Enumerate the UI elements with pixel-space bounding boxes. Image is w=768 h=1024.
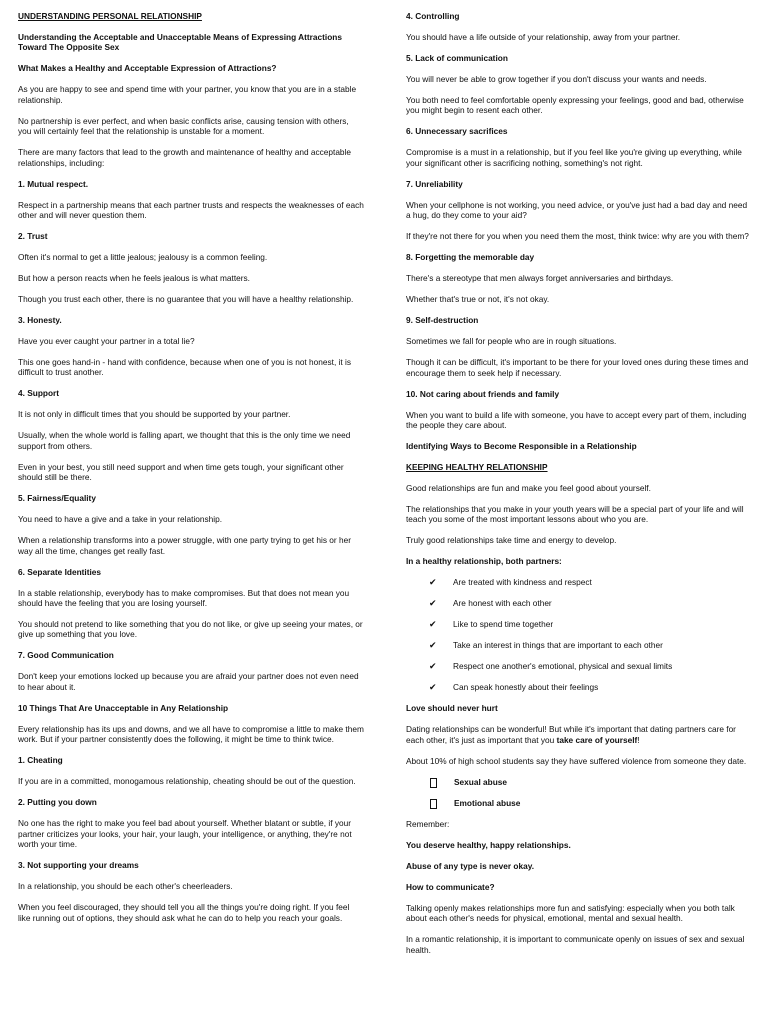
paragraph: Have you ever caught your partner in a total lie? [18,336,195,347]
emphasis-text: take care of yourself [556,734,638,745]
list-item-text: Emotional abuse [454,797,521,808]
list-item [406,598,752,608]
checkmark-icon: ✔ [429,640,437,651]
paragraph: Compromise is a must in a relationship, but if you feel like you're giving up everything, while your significant other is sacrificing nothing, something's not right. [406,147,742,168]
paragraph: When you want to build a life with someone, you have to accept every part of them, including the people they care about. [406,409,747,431]
paragraph: You need to have a give and a take in your relationship. [18,514,223,525]
factor-heading: 5. Fairness/Equality [18,493,96,504]
paragraph: But how a person reacts when he feels jealous is what matters. [18,273,250,284]
paragraph: Remember: [406,818,450,829]
paragraph: Often it's normal to get a little jealous; jealousy is a common feeling. [18,252,268,263]
paragraph-text: ! [637,734,640,745]
paragraph: Don't keep your emotions locked up because you are afraid your partner does not even need to hear about it. [18,671,359,692]
list-item [406,777,752,787]
paragraph: As you are happy to see and spend time with your partner, you know that you are in a stable relationship. [18,84,357,105]
checkmark-icon: ✔ [429,682,437,693]
paragraph: When you feel discouraged, they should tell you all the things you're doing right. If you feel like running out of options, they should ask what he can do to help you reach your goals. [18,902,350,923]
list-item [406,798,752,808]
paragraph: About 10% of high school students say they have suffered violence from someone they date. [406,755,747,766]
paragraph: There are many factors that lead to the growth and maintenance of healthy and acceptable relationships, including: [18,147,352,168]
list-item [406,661,752,671]
emphasis-paragraph: Abuse of any type is never okay. [406,860,535,871]
list-item [406,682,752,692]
paragraph: The relationships that you make in your youth years will be a special part of your life and will teach you some of the most important lessons about who you are. [406,504,744,525]
section-heading: What Makes a Healthy and Acceptable Expression of Attractions? [18,63,277,74]
paragraph: No one has the right to make you feel bad about yourself. Whether blatant or subtle, if your partner criticizes your looks, your hair, your laugh, your intelligence, or anything, they're not worth your time. [18,818,352,850]
paragraph: Sometimes we fall for people who are in rough situations. [406,336,617,347]
document-title: UNDERSTANDING PERSONAL RELATIONSHIP [18,11,202,21]
unacceptable-heading: 7. Unreliability [406,178,463,189]
list-item [406,640,752,650]
emphasis-paragraph: You deserve healthy, happy relationships. [406,839,571,850]
list-heading: In a healthy relationship, both partners: [406,556,562,567]
paragraph: Every relationship has its ups and downs, and we all have to compromise a little to make them work. But if your partner consistently does the following, it might be time to think twice. [18,723,364,745]
paragraph: Talking openly makes relationships more fun and satisfying: especially when you both talk about each other's needs for physical, emotional, mental and sexual health. [406,902,735,924]
section-heading: KEEPING HEALTHY RELATIONSHIP [406,462,548,473]
paragraph: You should have a life outside of your relationship, away from your partner. [406,32,681,42]
factor-heading: 1. Mutual respect. [18,178,89,189]
paragraph: If you are in a committed, monogamous relationship, cheating should be out of the question. [18,776,356,787]
list-item-text: Can speak honestly about their feelings [453,682,599,693]
section-heading: Identifying Ways to Become Responsible in a Relationship [406,441,637,452]
paragraph: In a stable relationship, everybody has to make compromises. But that does not mean you should have the feeling that you are losing yourself. [18,587,350,609]
paragraph [406,724,752,745]
list-item-text: Are honest with each other [453,598,552,609]
paragraph: Usually, when the whole world is falling apart, we thought that this is the only time we need support from others. [18,430,351,451]
list-item-text: Respect one another's emotional, physical and sexual limits [453,661,673,672]
paragraph: When your cellphone is not working, you need advice, or you've just had a bad day and need a hug, do they come to your aid? [406,199,748,221]
paragraph: It is not only in difficult times that you should be supported by your partner. [18,409,291,420]
paragraph: There's a stereotype that men always forget anniversaries and birthdays. [406,273,674,284]
paragraph: When a relationship transforms into a power struggle, with one party trying to get his or her way all the time, changes get really fast. [18,535,351,556]
paragraph: Truly good relationships take time and energy to develop. [406,535,617,546]
box-bullet-icon [430,798,454,808]
paragraph: Though you trust each other, there is no guarantee that you will have a healthy relationship. [18,294,354,305]
unacceptable-heading: 6. Unnecessary sacrifices [406,126,508,137]
factor-heading: 3. Honesty. [18,315,62,326]
list-item-text: Sexual abuse [454,776,508,787]
paragraph-text: Dating relationships can be wonderful! But while it's important that dating partners care for each other, it's just as important that you [406,724,736,745]
paragraph: If they're not there for you when you need them the most, think twice: why are you with them? [406,231,749,242]
list-item-text: Take an interest in things that are important to each other [453,640,663,651]
section-heading: How to communicate? [406,881,495,892]
paragraph: This one goes hand-in - hand with confidence, because when one of you is not honest, it is difficult to trust another. [18,357,352,378]
paragraph: You should not pretend to like something that you do not like, or give up seeing your mates, or give up something that you love. [18,619,363,640]
factor-heading: 2. Trust [18,231,48,242]
unacceptable-heading: 3. Not supporting your dreams [18,860,139,871]
paragraph: In a romantic relationship, it is important to communicate openly on issues of sex and sexual health. [406,934,745,955]
paragraph: No partnership is ever perfect, and when basic conflicts arise, causing tension with others, you will certainly feel that the relationship is unstable for a moment. [18,115,349,137]
section-heading: 10 Things That Are Unacceptable in Any Relationship [18,702,229,713]
paragraph: You will never be able to grow together if you don't discuss your wants and needs. [406,74,707,84]
paragraph: You both need to feel comfortable openly expressing your feelings, good and bad, otherwise you might begin to resent each other. [406,95,744,116]
list-item-text: Like to spend time together [453,619,554,630]
paragraph: Though it can be difficult, it's important to be there for your loved ones during these times and encourage them to seek help if necessary. [406,357,749,378]
left-column [18,11,364,934]
paragraph: In a relationship, you should be each other's cheerleaders. [18,881,233,892]
box-bullet-icon [430,777,454,787]
list-item-text: Are treated with kindness and respect [453,577,592,588]
checkmark-icon: ✔ [429,598,437,609]
paragraph: Good relationships are fun and make you feel good about yourself. [406,483,651,494]
paragraph: Even in your best, you still need support and when time gets tough, your significant other should still be there. [18,461,344,483]
factor-heading: 7. Good Communication [18,650,114,661]
list-item [406,577,752,587]
unacceptable-heading: 9. Self-destruction [406,315,479,326]
right-column [406,11,752,966]
section-heading: Love should never hurt [406,703,498,714]
unacceptable-heading: 1. Cheating [18,755,63,766]
unacceptable-heading: 8. Forgetting the memorable day [406,252,535,263]
factor-heading: 4. Support [18,388,60,399]
paragraph: Whether that's true or not, it's not okay. [406,294,550,305]
list-item [406,619,752,629]
document-subtitle: Understanding the Acceptable and Unacceptable Means of Expressing Attractions Toward The Opposite Sex [18,32,342,53]
checkmark-icon: ✔ [429,619,437,630]
unacceptable-heading: 2. Putting you down [18,797,97,808]
paragraph: Respect in a partnership means that each partner trusts and respects the weaknesses of each other and will never question them. [18,199,364,221]
unacceptable-heading: 4. Controlling [406,11,460,21]
checkmark-icon: ✔ [429,661,437,672]
factor-heading: 6. Separate Identities [18,566,102,577]
unacceptable-heading: 5. Lack of communication [406,53,508,63]
checkmark-icon: ✔ [429,577,437,588]
unacceptable-heading: 10. Not caring about friends and family [406,388,560,399]
